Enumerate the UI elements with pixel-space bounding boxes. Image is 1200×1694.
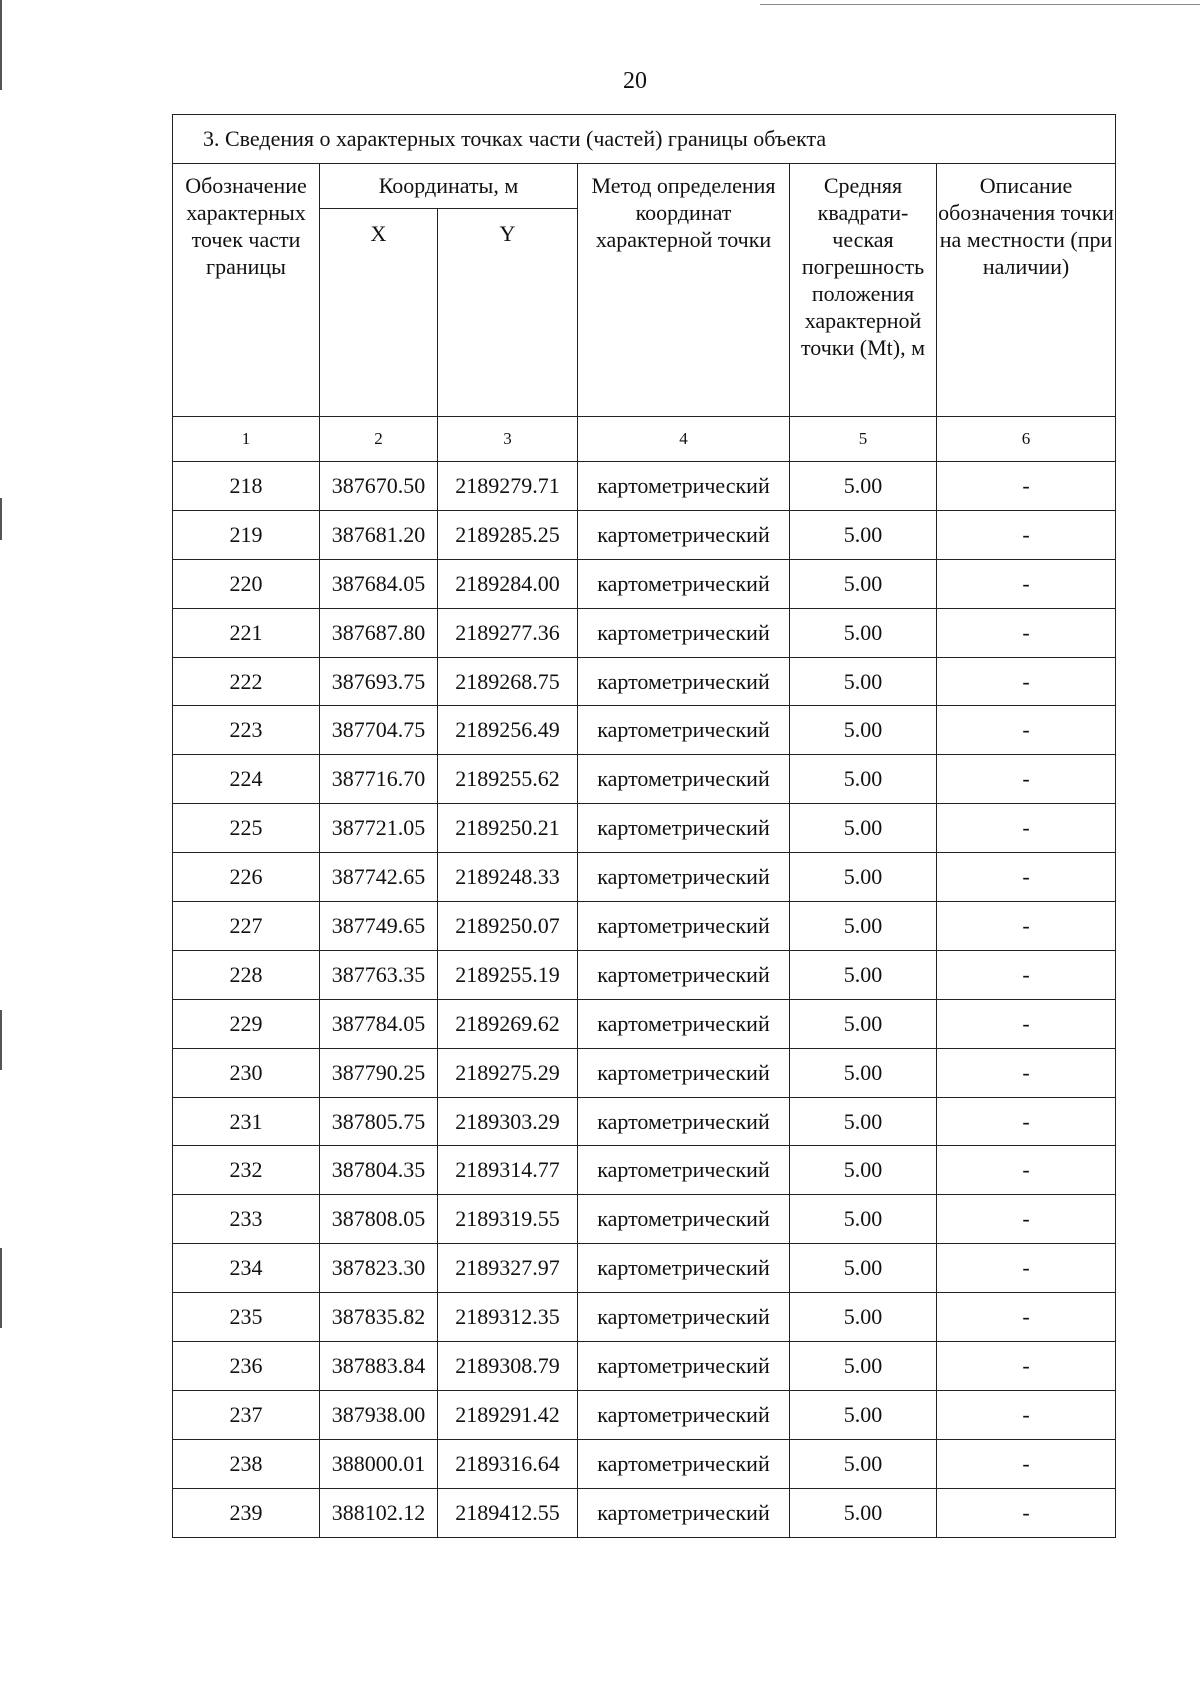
cell-y: 2189277.36: [438, 608, 578, 657]
cell-point: 222: [173, 657, 320, 706]
table-body: [173, 462, 1116, 1538]
cell-point: 237: [173, 1390, 320, 1439]
table-row: [173, 462, 1116, 511]
table-row: [173, 950, 1116, 999]
cell-error: 5.00: [790, 1439, 937, 1488]
cell-description: -: [937, 1146, 1116, 1195]
cell-description: -: [937, 1048, 1116, 1097]
cell-method: картометрический: [578, 1342, 790, 1391]
cell-point: 231: [173, 1097, 320, 1146]
cell-method: картометрический: [578, 1048, 790, 1097]
cell-point: 226: [173, 853, 320, 902]
scan-edge-line: [760, 4, 1200, 5]
table-row: [173, 1244, 1116, 1293]
cell-x: 387808.05: [320, 1195, 438, 1244]
table-row: [173, 1048, 1116, 1097]
table-row: [173, 657, 1116, 706]
cell-error: 5.00: [790, 1293, 937, 1342]
scan-edge-mark: [0, 1010, 2, 1070]
cell-x: 387805.75: [320, 1097, 438, 1146]
cell-error: 5.00: [790, 608, 937, 657]
cell-y: 2189255.19: [438, 950, 578, 999]
cell-method: картометрический: [578, 1195, 790, 1244]
cell-point: 233: [173, 1195, 320, 1244]
cell-point: 236: [173, 1342, 320, 1391]
cell-x: 387716.70: [320, 755, 438, 804]
cell-x: 387684.05: [320, 559, 438, 608]
cell-error: 5.00: [790, 1342, 937, 1391]
cell-method: картометрический: [578, 804, 790, 853]
cell-x: 387763.35: [320, 950, 438, 999]
cell-point: 221: [173, 608, 320, 657]
table-row: [173, 1439, 1116, 1488]
cell-method: картометрический: [578, 462, 790, 511]
cell-description: -: [937, 902, 1116, 951]
table-row: [173, 1293, 1116, 1342]
cell-y: 2189308.79: [438, 1342, 578, 1391]
cell-description: -: [937, 1390, 1116, 1439]
cell-description: -: [937, 804, 1116, 853]
cell-point: 234: [173, 1244, 320, 1293]
cell-y: 2189285.25: [438, 510, 578, 559]
cell-x: 387721.05: [320, 804, 438, 853]
cell-y: 2189275.29: [438, 1048, 578, 1097]
cell-method: картометрический: [578, 559, 790, 608]
table-row: [173, 1342, 1116, 1391]
cell-method: картометрический: [578, 1097, 790, 1146]
cell-method: картометрический: [578, 1146, 790, 1195]
column-number: 1: [173, 417, 320, 462]
table-row: [173, 1488, 1116, 1537]
table-row: [173, 559, 1116, 608]
cell-description: -: [937, 755, 1116, 804]
table-row: [173, 1097, 1116, 1146]
column-number-row: [173, 417, 1116, 462]
table-row: [173, 1390, 1116, 1439]
cell-x: 387670.50: [320, 462, 438, 511]
cell-error: 5.00: [790, 1488, 937, 1537]
cell-error: 5.00: [790, 1097, 937, 1146]
cell-y: 2189312.35: [438, 1293, 578, 1342]
cell-y: 2189412.55: [438, 1488, 578, 1537]
header-error: Средняя квадрати-ческая погрешность положения характерной точки (Mt), м: [790, 164, 937, 417]
header-y: Y: [438, 209, 578, 417]
cell-point: 228: [173, 950, 320, 999]
table-row: [173, 804, 1116, 853]
cell-point: 238: [173, 1439, 320, 1488]
cell-method: картометрический: [578, 950, 790, 999]
cell-y: 2189268.75: [438, 657, 578, 706]
cell-description: -: [937, 1097, 1116, 1146]
table-row: [173, 853, 1116, 902]
cell-method: картометрический: [578, 608, 790, 657]
cell-error: 5.00: [790, 1244, 937, 1293]
cell-method: картометрический: [578, 853, 790, 902]
cell-description: -: [937, 1439, 1116, 1488]
cell-method: картометрический: [578, 755, 790, 804]
cell-point: 223: [173, 706, 320, 755]
cell-x: 387749.65: [320, 902, 438, 951]
cell-y: 2189327.97: [438, 1244, 578, 1293]
cell-error: 5.00: [790, 999, 937, 1048]
cell-point: 232: [173, 1146, 320, 1195]
cell-error: 5.00: [790, 1390, 937, 1439]
cell-point: 235: [173, 1293, 320, 1342]
cell-method: картометрический: [578, 902, 790, 951]
cell-point: 239: [173, 1488, 320, 1537]
column-number: 3: [438, 417, 578, 462]
table-row: [173, 1195, 1116, 1244]
cell-method: картометрический: [578, 1439, 790, 1488]
cell-error: 5.00: [790, 462, 937, 511]
cell-method: картометрический: [578, 1488, 790, 1537]
cell-description: -: [937, 853, 1116, 902]
cell-y: 2189250.21: [438, 804, 578, 853]
cell-y: 2189250.07: [438, 902, 578, 951]
cell-point: 218: [173, 462, 320, 511]
cell-x: 387693.75: [320, 657, 438, 706]
cell-description: -: [937, 657, 1116, 706]
cell-x: 387784.05: [320, 999, 438, 1048]
header-method: Метод определения координат характерной точки: [578, 164, 790, 417]
table-row: [173, 999, 1116, 1048]
cell-error: 5.00: [790, 1048, 937, 1097]
table-row: [173, 902, 1116, 951]
cell-y: 2189256.49: [438, 706, 578, 755]
cell-y: 2189255.62: [438, 755, 578, 804]
cell-description: -: [937, 1488, 1116, 1537]
cell-method: картометрический: [578, 1244, 790, 1293]
cell-point: 230: [173, 1048, 320, 1097]
cell-x: 387804.35: [320, 1146, 438, 1195]
cell-y: 2189279.71: [438, 462, 578, 511]
header-x: X: [320, 209, 438, 417]
cell-point: 229: [173, 999, 320, 1048]
cell-error: 5.00: [790, 706, 937, 755]
cell-y: 2189314.77: [438, 1146, 578, 1195]
cell-y: 2189291.42: [438, 1390, 578, 1439]
cell-x: 387835.82: [320, 1293, 438, 1342]
header-coordinates: Координаты, м: [320, 164, 578, 209]
cell-x: 388102.12: [320, 1488, 438, 1537]
cell-point: 224: [173, 755, 320, 804]
column-number: 2: [320, 417, 438, 462]
table-row: [173, 706, 1116, 755]
scan-edge-mark: [0, 498, 2, 540]
cell-error: 5.00: [790, 755, 937, 804]
page-number: 20: [623, 68, 647, 94]
cell-error: 5.00: [790, 950, 937, 999]
cell-description: -: [937, 950, 1116, 999]
column-number: 6: [937, 417, 1116, 462]
cell-description: -: [937, 999, 1116, 1048]
table-row: [173, 608, 1116, 657]
section-title: 3. Сведения о характерных точках части (частей) границы объекта: [173, 115, 1116, 164]
cell-error: 5.00: [790, 902, 937, 951]
cell-x: 387742.65: [320, 853, 438, 902]
cell-y: 2189248.33: [438, 853, 578, 902]
cell-x: 388000.01: [320, 1439, 438, 1488]
table-row: [173, 1146, 1116, 1195]
cell-x: 387790.25: [320, 1048, 438, 1097]
scan-edge-mark: [0, 1248, 2, 1328]
cell-x: 387704.75: [320, 706, 438, 755]
cell-description: -: [937, 510, 1116, 559]
cell-description: -: [937, 1342, 1116, 1391]
cell-method: картометрический: [578, 657, 790, 706]
table-row: [173, 755, 1116, 804]
cell-point: 220: [173, 559, 320, 608]
table-row: [173, 510, 1116, 559]
cell-y: 2189316.64: [438, 1439, 578, 1488]
column-number: 4: [578, 417, 790, 462]
cell-y: 2189284.00: [438, 559, 578, 608]
cell-description: -: [937, 1195, 1116, 1244]
cell-error: 5.00: [790, 804, 937, 853]
cell-error: 5.00: [790, 1146, 937, 1195]
cell-x: 387681.20: [320, 510, 438, 559]
cell-y: 2189303.29: [438, 1097, 578, 1146]
cell-x: 387687.80: [320, 608, 438, 657]
cell-point: 219: [173, 510, 320, 559]
cell-error: 5.00: [790, 1195, 937, 1244]
header-description: Описание обозначения точки на местности (при наличии): [937, 164, 1116, 417]
cell-point: 225: [173, 804, 320, 853]
cell-method: картометрический: [578, 1293, 790, 1342]
boundary-points-table: [172, 114, 1116, 1538]
cell-y: 2189319.55: [438, 1195, 578, 1244]
cell-error: 5.00: [790, 510, 937, 559]
cell-description: -: [937, 608, 1116, 657]
cell-x: 387883.84: [320, 1342, 438, 1391]
cell-y: 2189269.62: [438, 999, 578, 1048]
cell-description: -: [937, 1244, 1116, 1293]
cell-point: 227: [173, 902, 320, 951]
cell-description: -: [937, 462, 1116, 511]
cell-error: 5.00: [790, 853, 937, 902]
cell-error: 5.00: [790, 657, 937, 706]
cell-description: -: [937, 559, 1116, 608]
cell-description: -: [937, 1293, 1116, 1342]
cell-method: картометрический: [578, 999, 790, 1048]
cell-method: картометрический: [578, 510, 790, 559]
cell-x: 387823.30: [320, 1244, 438, 1293]
column-number: 5: [790, 417, 937, 462]
cell-method: картометрический: [578, 706, 790, 755]
header-designation: Обозначение характерных точек части границы: [173, 164, 320, 417]
cell-method: картометрический: [578, 1390, 790, 1439]
cell-error: 5.00: [790, 559, 937, 608]
cell-description: -: [937, 706, 1116, 755]
cell-x: 387938.00: [320, 1390, 438, 1439]
